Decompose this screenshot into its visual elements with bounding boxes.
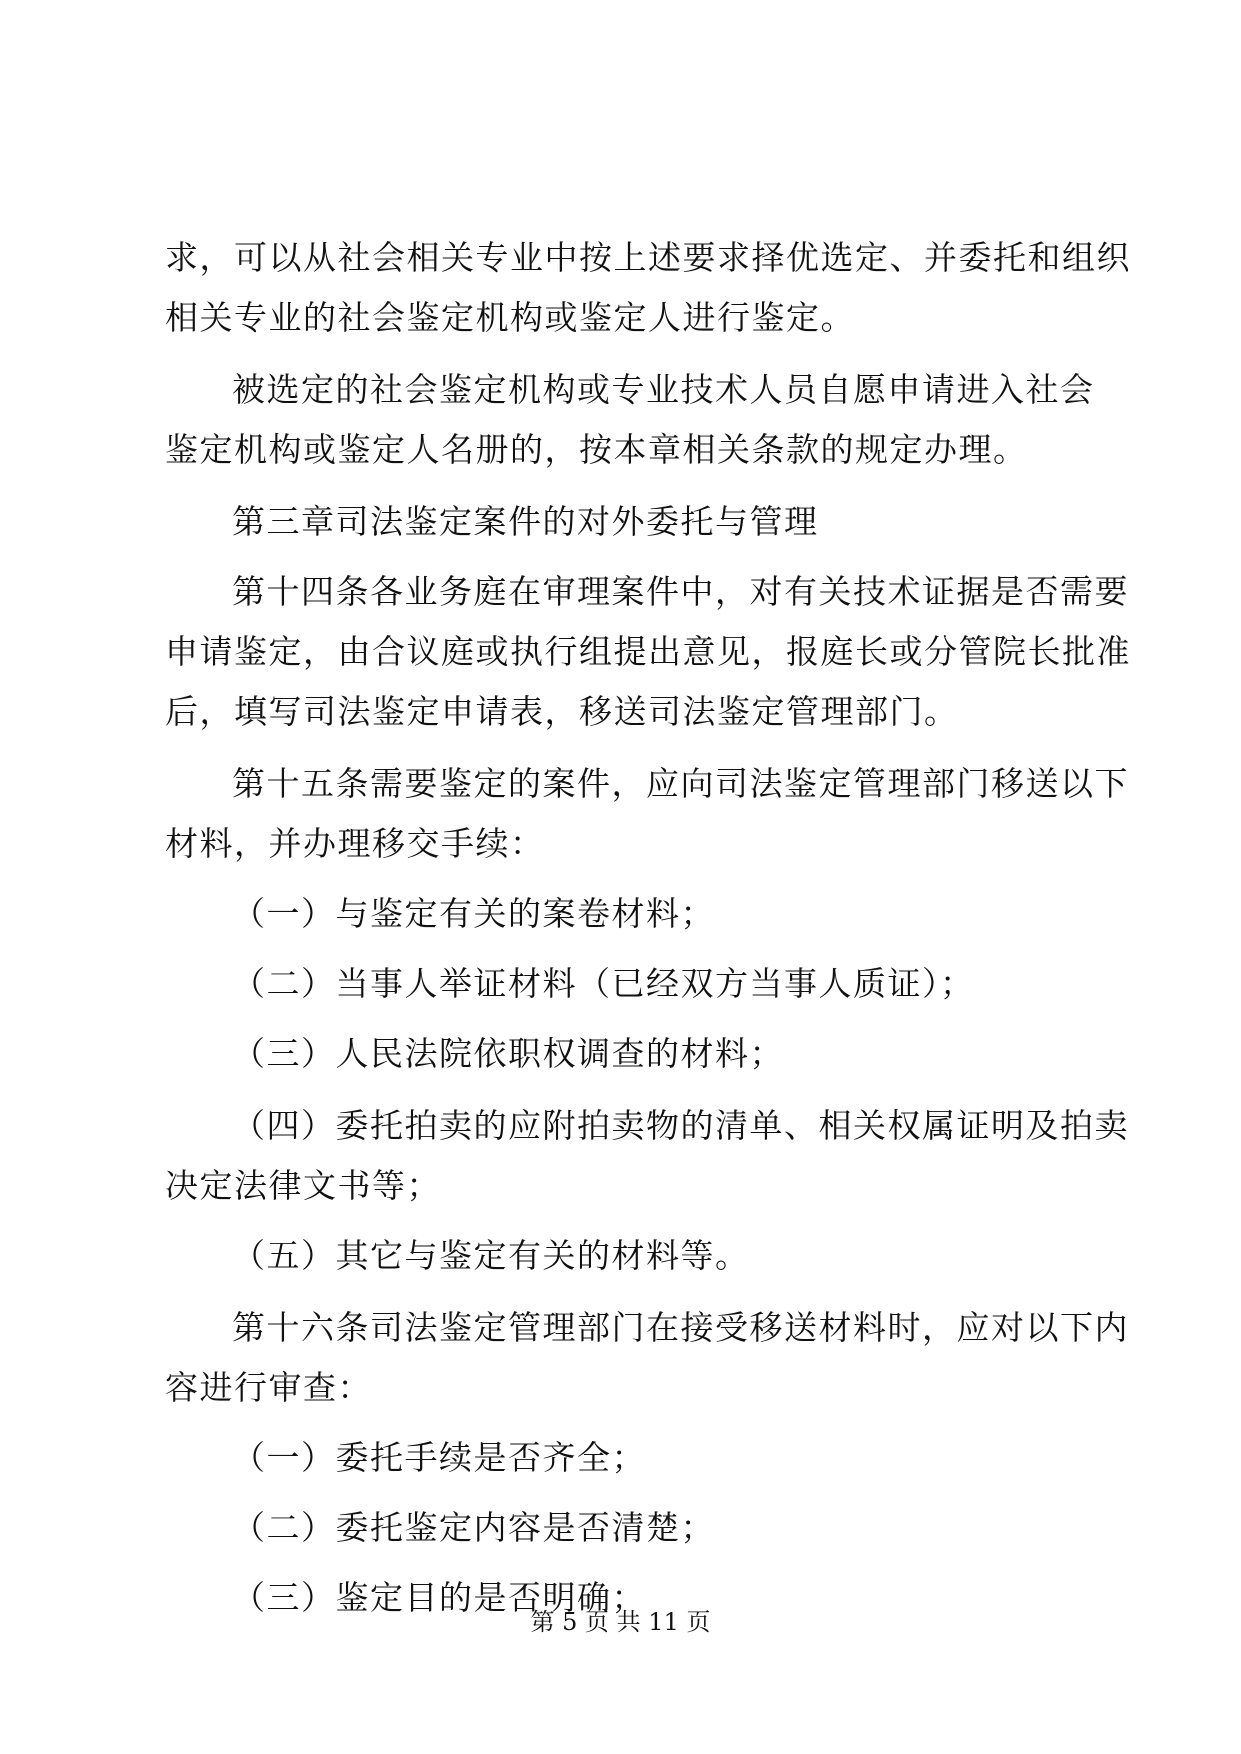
text-line: 第十五条需要鉴定的案件，应向司法鉴定管理部门移送以下 (232, 764, 1129, 803)
text-line: 申请鉴定，由合议庭或执行组提出意见，报庭长或分管院长批准 (165, 632, 1131, 671)
list-item: （五）其它与鉴定有关的材料等。 (232, 1236, 750, 1275)
text-line: 被选定的社会鉴定机构或专业技术人员自愿申请进入社会 (232, 370, 1095, 409)
page-number-footer: 第 5 页 共 11 页 (530, 1608, 711, 1636)
text-line: 材料，并办理移交手续： (165, 824, 545, 863)
list-item: （一）委托手续是否齐全； (232, 1438, 646, 1477)
list-item-continuation: 决定法律文书等； (165, 1166, 441, 1205)
text-line: 鉴定机构或鉴定人名册的，按本章相关条款的规定办理。 (165, 430, 1028, 469)
chapter-heading: 第三章司法鉴定案件的对外委托与管理 (232, 502, 819, 541)
list-item: （二）委托鉴定内容是否清楚； (232, 1508, 715, 1547)
text-line: 相关专业的社会鉴定机构或鉴定人进行鉴定。 (165, 298, 855, 337)
text-line: 第十六条司法鉴定管理部门在接受移送材料时，应对以下内 (232, 1308, 1129, 1347)
text-line: 后，填写司法鉴定申请表，移送司法鉴定管理部门。 (165, 692, 959, 731)
list-item: （二）当事人举证材料（已经双方当事人质证）； (232, 964, 975, 1003)
list-item: （三）鉴定目的是否明确； (232, 1578, 646, 1617)
text-line: 求，可以从社会相关专业中按上述要求择优选定、并委托和组织 (165, 238, 1131, 277)
text-line: 第十四条各业务庭在审理案件中，对有关技术证据是否需要 (232, 572, 1129, 611)
list-item: （一）与鉴定有关的案卷材料； (232, 894, 715, 933)
list-item: （四）委托拍卖的应附拍卖物的清单、相关权属证明及拍卖 (232, 1106, 1129, 1145)
text-line: 容进行审查： (165, 1368, 372, 1407)
list-item: （三）人民法院依职权调查的材料； (232, 1034, 784, 1073)
